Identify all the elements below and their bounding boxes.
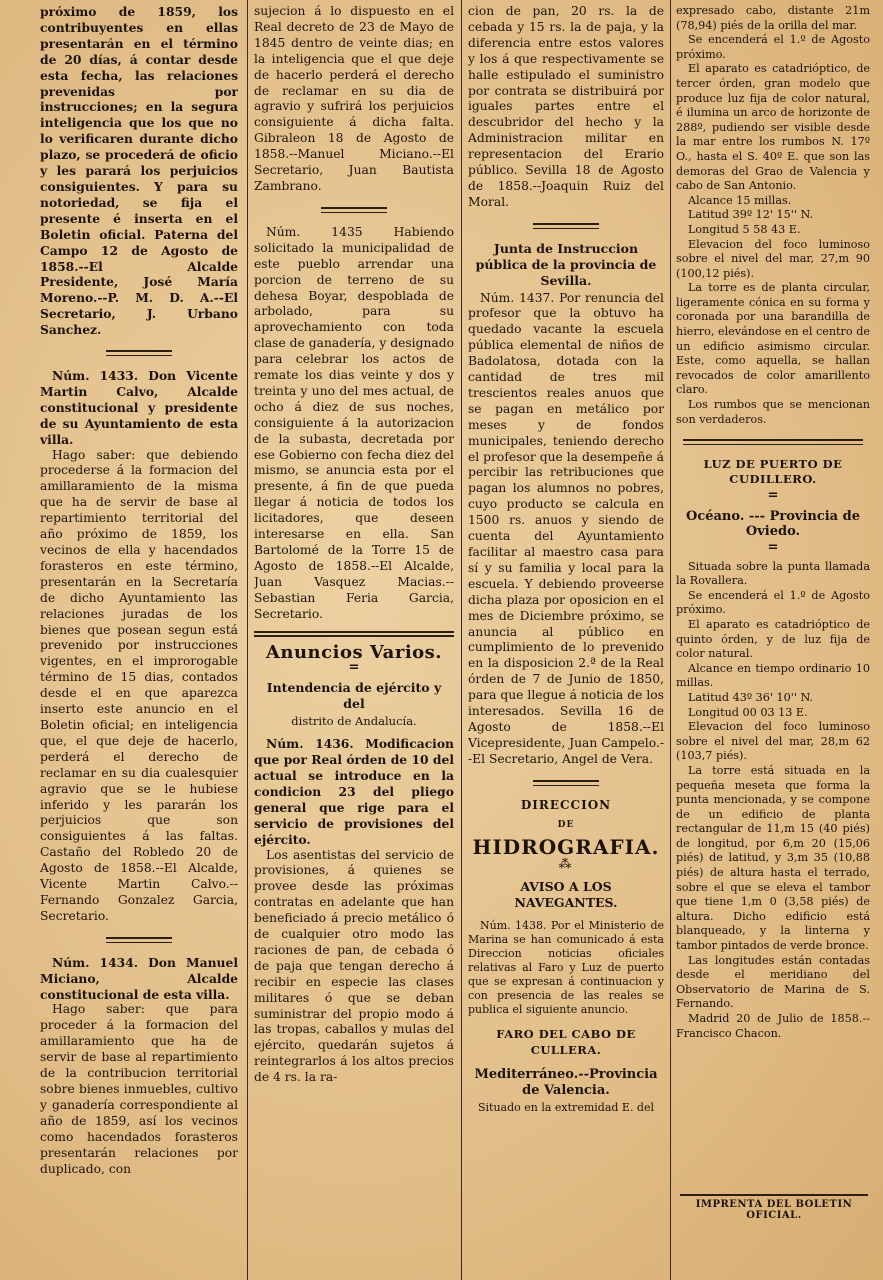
luz-province: Océano. --- Provincia de Oviedo. — [686, 509, 860, 539]
notice-1438: Núm. 1438. Por el Ministerio de Marina se han comunicado á esta Direccion noticias oficiales relativas al Faro y Luz de puerto que se expresan á continuacion y con presencia de las reales se publica el siguiente anuncio. — [468, 919, 664, 1017]
section-ornament: = — [348, 660, 360, 676]
luz-text: La torre está situada en la pequeña meseta que forma la punta mencionada, y se compone de un edificio de planta rectangular de 11,m 15 (40 piés) de longitud, por 6,m 20 (15,06 piés) de latitud, y 3,m 35 (10,88 piés) de altura hasta el terrado, sobre el que se eleva el tambor que tiene 1,m 0 (3,58 piés) de altura. Dicho edificio está blanqueado, y la linterna y tambor pintados de verde bronce. — [676, 763, 870, 953]
faro-text: Se encenderá el 1.º de Agosto próximo. — [676, 33, 870, 61]
luz-title: LUZ DE PUERTO DE CUDILLERO. — [703, 457, 843, 486]
faro-text: Elevacion del foco luminoso sobre el nivel del mar, 27,m 90 (100,12 piés). — [676, 237, 870, 280]
column-1 — [40, 4, 238, 1272]
luz-signature: Madrid 20 de Julio de 1858.--Francisco Chacon. — [676, 1012, 870, 1040]
aviso-heading: AVISO A LOS NAVEGANTES. — [514, 879, 618, 911]
section-title: Anuncios Varios. — [265, 641, 443, 663]
luz-text: Se encenderá el 1.º de Agosto próximo. — [676, 588, 870, 617]
faro-location: Situado en la extremidad E. del — [477, 1100, 655, 1114]
notice-continuation: próximo de 1859, los contribuyentes en ellas presentarán en el término de 20 días, á contar desde esta fecha, las relaciones prevenidas por instrucciones; en la segura inteligencia que los que no lo verificaren durante dicho plazo, se procederá de oficio y les parará los perjuicios consiguientes. Y para su notoriedad, se fija el presente é inserta en el Boletin oficial. Paterna del Campo 12 de Agosto de 1858.--El Alcalde Presidente, José María Moreno.--P. M. D. A.--El Secretario, J. Urbano Sanchez. — [40, 4, 238, 338]
ornament: = — [767, 488, 779, 504]
faro-title: FARO DEL CABO DE CULLERA. — [496, 1027, 636, 1058]
column-3 — [468, 4, 664, 1272]
separator — [533, 223, 599, 229]
separator — [683, 439, 863, 445]
separator — [533, 780, 599, 786]
notice-1434-lead: Núm. 1434. Don Manuel Miciano, Alcalde constitucional de esta villa. — [40, 954, 238, 1002]
faro-text: La torre es de planta circular, ligeramente cónica en su forma y coronada por una barandilla de hierro, elevándose en el centro de un edificio asimismo circular. Este, como aquella, se hallan revocados de color amarillento claro. — [676, 281, 870, 397]
faro-text: expresado cabo, distante 21m (78,94) piés de la orilla del mar. — [676, 4, 870, 32]
notice-1433-lead: Núm. 1433. Don Vicente Martin Calvo, Alcalde constitucional y presidente de su Ayuntamiento de esta villa. — [40, 368, 238, 447]
column-rule — [670, 0, 671, 1280]
faro-text: Latitud 39º 12' 15'' N. — [688, 208, 814, 222]
luz-text: Situada sobre la punta llamada la Rovallera. — [676, 559, 870, 588]
notice-1433-body: Hago saber: que debiendo procederse á la formacion del amillaramiento de la misma que ha de servir de base al repartimiento territorial del año próximo de 1859, los vecinos de ella y hacendados forasteros en este término, presentarán en la Secretaría de dicho Ayuntamiento las relaciones juradas de los bienes que posean segun está prevenido por instrucciones vigentes, en el improrogable término de 15 dias, contados desde el en que aparezca inserto este anuncio en el Boletin oficial; en inteligencia que, el que deje de hacerlo, perderá el derecho de reclamar en su dia cualesquier agravio que se le hubiese inferido y les pararán los perjuicios que son consiguientes á las faltas. Castaño del Robledo 20 de Agosto de 1858.--El Alcalde, Vicente Martin Calvo.--Fernando Gonzalez Garcia, Secretario. — [40, 447, 238, 923]
faro-text: Longitud 5 58 43 E. — [688, 222, 801, 236]
column-rule — [247, 0, 248, 1280]
luz-text: Longitud 00 03 13 E. — [688, 705, 808, 719]
luz-text: Latitud 43º 36' 10'' N. — [688, 690, 814, 704]
notice-1436-body: Los asentistas del servicio de provisiones, á quienes se provee desde las próximas contratas en adelante que han beneficiado á precio metálico ó de cualquier otro modo las raciones de pan, de cebada ó de paja que tengan derecho á recibir en especie las clases militares ó que se deban suministrar del propio modo á las tropas, caballos y mulas del ejército, quedarán sujetos á reintegrarlos á los altos precios de 4 rs. la ra- — [254, 847, 454, 1085]
luz-text: El aparato es catadrióptico de quinto órden, y de luz fija de color natural. — [676, 617, 870, 661]
notice-1435: Núm. 1435 Habiendo solicitado la municipalidad de este pueblo arrendar una porcion de terreno de su dehesa Boyar, despoblada de arbolado, para su aprovechamiento con toda clase de ganadería, y designado para celebrar los actos de remate los dias veinte y dos y treinta y uno del mes actual, de ocho á diez de sus noches, consiguiente á la autorizacion de la subasta, decretada por ese Gobierno con fecha diez del mismo, se anuncia esta por el presente, á fin de que pueda llegar á noticia de todos los licitadores, que deseen interesarse en ella. San Bartolomé de la Torre 15 de Agosto de 1858.--El Alcalde, Juan Vasquez Macias.--Sebastian Feria Garcia, Secretario. — [254, 224, 454, 621]
notice-1437: Núm. 1437. Por renuncia del profesor que la obtuvo ha quedado vacante la escuela pública elemental de niños de Badolatosa, dotada con la cantidad de tres mil trescientos reales anuos que se pagan en metálico por meses y de fondos municipales, teniendo derecho el profesor que la desempeñe á percibir las retribuciones que pagan los alumnos no pobres, cuyo producto se calcula en 1500 rs. anuos y siendo de cuenta del Ayuntamiento facilitar al maestro casa para sí y su familia y local para la escuela. Y debiendo proveerse dicha plaza por oposicion en el mes de Diciembre próximo, se anuncia al público en cumplimiento de lo prevenido en la disposicion 2.ª de la Real órden de 7 de Junio de 1850, para que llegue á noticia de los interesados. Sevilla 16 de Agosto de 1858.--El Vicepresidente, Juan Campelo.--El Secretario, Angel de Vera. — [468, 290, 664, 766]
notice-1436-lead: Núm. 1436. Modificacion que por Real órden de 10 del actual se introduce en la condicion 23 del pliego general que rige para el servicio de provisiones del ejército. — [254, 736, 454, 847]
junta-heading: Junta de Instruccion pública de la provincia de Sevilla. — [475, 240, 657, 288]
separator — [106, 937, 172, 943]
notice-continuation: cion de pan, 20 rs. la de cebada y 15 rs. la de paja, y la diferencia entre estos valores y los á que respectivamente se halle estipulado el suministro por contrata se distribuirá por iguales partes entre el descubridor del hecho y la Administracion militar en representacion del Erario público. Sevilla 18 de Agosto de 1858.--Joaquin Ruiz del Moral. — [468, 4, 664, 209]
column-2 — [254, 4, 454, 1272]
ornament: = — [767, 539, 779, 555]
faro-province: Mediterráneo.--Provincia de Valencia. — [474, 1066, 658, 1098]
de-heading: DE — [557, 819, 575, 830]
hidrografia-heading: HIDROGRAFIA. — [472, 834, 660, 859]
separator — [106, 350, 172, 356]
imprenta-footer: IMPRENTA DEL BOLETIN OFICIAL. — [680, 1194, 868, 1221]
faro-text: Alcance 15 millas. — [688, 193, 792, 207]
faro-text: Los rumbos que se mencionan son verdaderos. — [676, 398, 870, 426]
column-4 — [676, 4, 870, 1272]
direccion-heading: DIRECCION — [520, 797, 612, 812]
luz-text: Elevacion del foco luminoso sobre el nivel del mar, 28,m 62 (103,7 piés). — [676, 720, 870, 763]
notice-1434-body: Hago saber: que para proceder á la formacion del amillaramiento que ha de servir de base al repartimiento de la contribucion territorial sobre bienes inmuebles, cultivo y ganadería correspondiente al año de 1859, así los vecinos como hacendados forasteros presentarán relaciones por duplicado, con — [40, 1002, 238, 1176]
faro-text: El aparato es catadrióptico, de tercer órden, gran modelo que produce luz fija de color natural, é ilumina un arco de horizonte de 288º, pudiendo ser visible desde la mar entre los rumbos N. 17º O., hasta el S. 40º E. que son las demoras del Grao de Valencia y cabo de San Antonio. — [676, 62, 870, 193]
luz-text: Las longitudes están contadas desde el meridiano del Observatorio de Marina de S. Fernando. — [676, 953, 870, 1011]
notice-continuation: sujecion á lo dispuesto en el Real decreto de 23 de Mayo de 1845 dentro de veinte dias; en la inteligencia que el que deje de hacerlo perderá el derecho de reclamar en su dia de agravio y sufrirá los perjuicios consiguiente á dicha falta. Gibraleon 18 de Agosto de 1858.--Manuel Miciano.--El Secretario, Juan Bautista Zambrano. — [254, 4, 454, 193]
intendencia-subheading: distrito de Andalucía. — [291, 714, 417, 729]
luz-text: Alcance en tiempo ordinario 10 millas. — [676, 661, 870, 690]
column-rule — [461, 0, 462, 1280]
intendencia-heading: Intendencia de ejército y del — [266, 680, 442, 712]
separator — [321, 207, 387, 213]
ornament: ⁂ — [558, 857, 574, 873]
section-rule — [254, 631, 454, 637]
